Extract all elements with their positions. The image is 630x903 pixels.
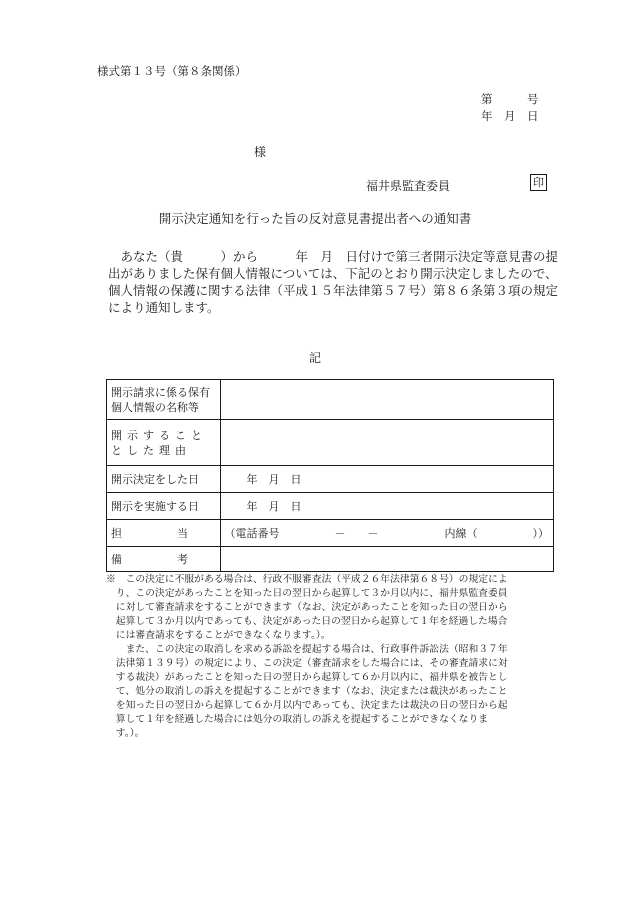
- sender-name: 福井県監査委員: [366, 179, 451, 193]
- note-line: には審査請求をすることができなくなります。）。: [106, 630, 331, 641]
- document-title: 開示決定通知を行った旨の反対意見書提出者への通知書: [158, 211, 472, 226]
- form-number: 様式第１３号（第８条関係）: [97, 64, 247, 78]
- body-paragraph: [108, 248, 564, 316]
- row-value[interactable]: [220, 547, 554, 572]
- body-line: により通知します。: [108, 300, 220, 315]
- seal-box: 印: [530, 174, 547, 191]
- note-line: を知った日の翌日から起算して６か月以内であっても、決定または裁決の日の翌日から起: [106, 700, 508, 711]
- table-row: [107, 380, 554, 420]
- date-line: 年 月 日: [481, 109, 539, 123]
- row-label: 開示すること とした理由: [107, 420, 221, 466]
- row-label: 開示決定をした日: [107, 466, 221, 493]
- row-label: 開示請求に係る保有 個人情報の名称等: [107, 380, 221, 420]
- addressee-line: 様: [254, 145, 267, 159]
- table-row: [107, 520, 554, 547]
- notes-section: [106, 573, 556, 741]
- note-line: す。）。: [106, 728, 145, 739]
- note-line: する裁決）があったことを知った日の翌日から起算して６か月以内に、福井県を被告とし: [106, 672, 508, 683]
- row-value[interactable]: 年 月 日: [220, 466, 554, 493]
- note-line: 算して１年を経過した場合には処分の取消しの訴えを提起することができなくなりま: [106, 714, 489, 725]
- ki-heading: 記: [308, 351, 321, 365]
- table-row: [107, 420, 554, 466]
- notice-table: [106, 379, 554, 572]
- note-line: ※ この決定に不服がある場合は、行政不服審査法（平成２６年法律第６８号）の規定によ: [106, 574, 508, 585]
- body-line: 個人情報の保護に関する法律（平成１５年法律第５７号）第８６条第３項の規定: [108, 283, 559, 298]
- body-line: あなた（貴 ）から 年 月 日付けで第三者開示決定等意見書の提: [108, 249, 559, 264]
- row-label: 開示を実施する日: [107, 493, 221, 520]
- note-line: て、処分の取消しの訴えを提起することができます（なお、決定または裁決があったこと: [106, 686, 508, 697]
- table-row: [107, 493, 554, 520]
- note-line: に対して審査請求をすることができます（なお、決定があったことを知った日の翌日から: [106, 602, 508, 613]
- row-label: 備 考: [107, 547, 221, 572]
- note-line: 起算して３か月以内であっても、決定があった日の翌日から起算して１年を経過した場合: [106, 616, 508, 627]
- note-line: り、この決定があったことを知った日の翌日から起算して３か月以内に、福井県監査委員: [106, 588, 508, 599]
- row-value[interactable]: （電話番号 － － 内線（ ））: [220, 520, 554, 547]
- note-line: また、この決定の取消しを求める訴訟を提起する場合は、行政事件訴訟法（昭和３７年: [106, 644, 508, 655]
- row-value[interactable]: [220, 420, 554, 466]
- table-row: [107, 466, 554, 493]
- row-value[interactable]: 年 月 日: [220, 493, 554, 520]
- document-number-line: 第 号: [481, 92, 539, 106]
- row-value[interactable]: [220, 380, 554, 420]
- body-line: 出がありました保有個人情報については、下記のとおり開示決定しましたので、: [108, 266, 558, 281]
- table-row: [107, 547, 554, 572]
- row-label: 担 当: [107, 520, 221, 547]
- note-line: 法律第１３９号）の規定により、この決定（審査請求をした場合には、その審査請求に対: [106, 658, 508, 669]
